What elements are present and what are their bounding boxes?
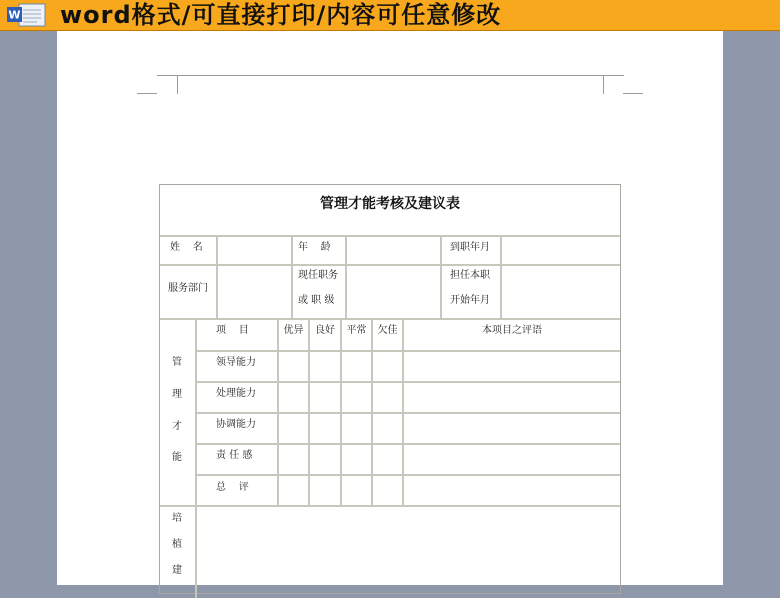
label-department: 服务部门 [168, 283, 208, 294]
rule-eval-v0 [195, 318, 197, 598]
rule-eval-v5 [402, 318, 404, 505]
rule-info-v2 [291, 235, 293, 318]
label-position-line2: 或 职 级 [298, 295, 335, 306]
rule-row-2 [195, 412, 620, 414]
row-label-overall: 总 评 [216, 482, 249, 493]
rule-info-v5 [500, 235, 502, 318]
rule-row-1 [195, 381, 620, 383]
label-hire-date: 到职年月 [450, 242, 490, 253]
banner-text: word格式/可直接打印/内容可任意修改 [60, 1, 502, 29]
rule-row1-bottom [160, 264, 620, 266]
header-average: 平常 [346, 325, 367, 336]
label-position-line1: 现任职务 [298, 270, 338, 281]
rule-eval-v4 [371, 318, 373, 505]
label-name: 姓 名 [170, 242, 203, 253]
rule-row-4 [195, 474, 620, 476]
label-appoint-line1: 担任本职 [450, 270, 490, 281]
crop-mark-right-bottom [623, 93, 643, 95]
evaluation-form-table [159, 184, 621, 594]
crop-mark-left-top [157, 75, 178, 94]
header-comment: 本项目之评语 [482, 325, 542, 336]
row-label-handling: 处理能力 [216, 388, 256, 399]
rule-section-bottom [160, 505, 620, 507]
crop-mark-right-top [603, 75, 624, 94]
rule-info-bottom [160, 318, 620, 320]
row-label-coordination: 协调能力 [216, 419, 256, 430]
header-excellent: 优异 [283, 325, 304, 336]
label-age: 年 龄 [298, 242, 331, 253]
training-label-char-2: 植 [172, 539, 182, 550]
rule-header-bottom [195, 350, 620, 352]
header-item: 项 目 [216, 325, 249, 336]
header-line [177, 75, 603, 77]
word-document-icon [5, 2, 49, 28]
rule-eval-v1 [277, 318, 279, 505]
section-label-char-1: 管 [172, 357, 182, 368]
rule-row-3 [195, 443, 620, 445]
rule-title-bottom [160, 235, 620, 237]
row-label-leadership: 领导能力 [216, 357, 256, 368]
label-appoint-line2: 开始年月 [450, 295, 490, 306]
section-label-char-3: 才 [172, 421, 182, 432]
section-label-char-4: 能 [172, 452, 182, 463]
svg-text:W: W [8, 8, 21, 22]
rule-eval-v2 [308, 318, 310, 505]
crop-mark-left-bottom [137, 93, 157, 95]
training-label-char-3: 建 [172, 565, 182, 576]
row-label-responsibility: 责 任 感 [216, 450, 253, 461]
rule-eval-v3 [340, 318, 342, 505]
form-title: 管理才能考核及建议表 [320, 196, 460, 212]
header-poor: 欠佳 [377, 325, 398, 336]
rule-info-v3 [345, 235, 347, 318]
rule-info-v4 [440, 235, 442, 318]
rule-info-v1 [216, 235, 218, 318]
section-label-char-2: 理 [172, 389, 182, 400]
header-good: 良好 [315, 325, 335, 336]
promo-banner [0, 0, 780, 31]
training-label-char-1: 培 [172, 513, 182, 524]
